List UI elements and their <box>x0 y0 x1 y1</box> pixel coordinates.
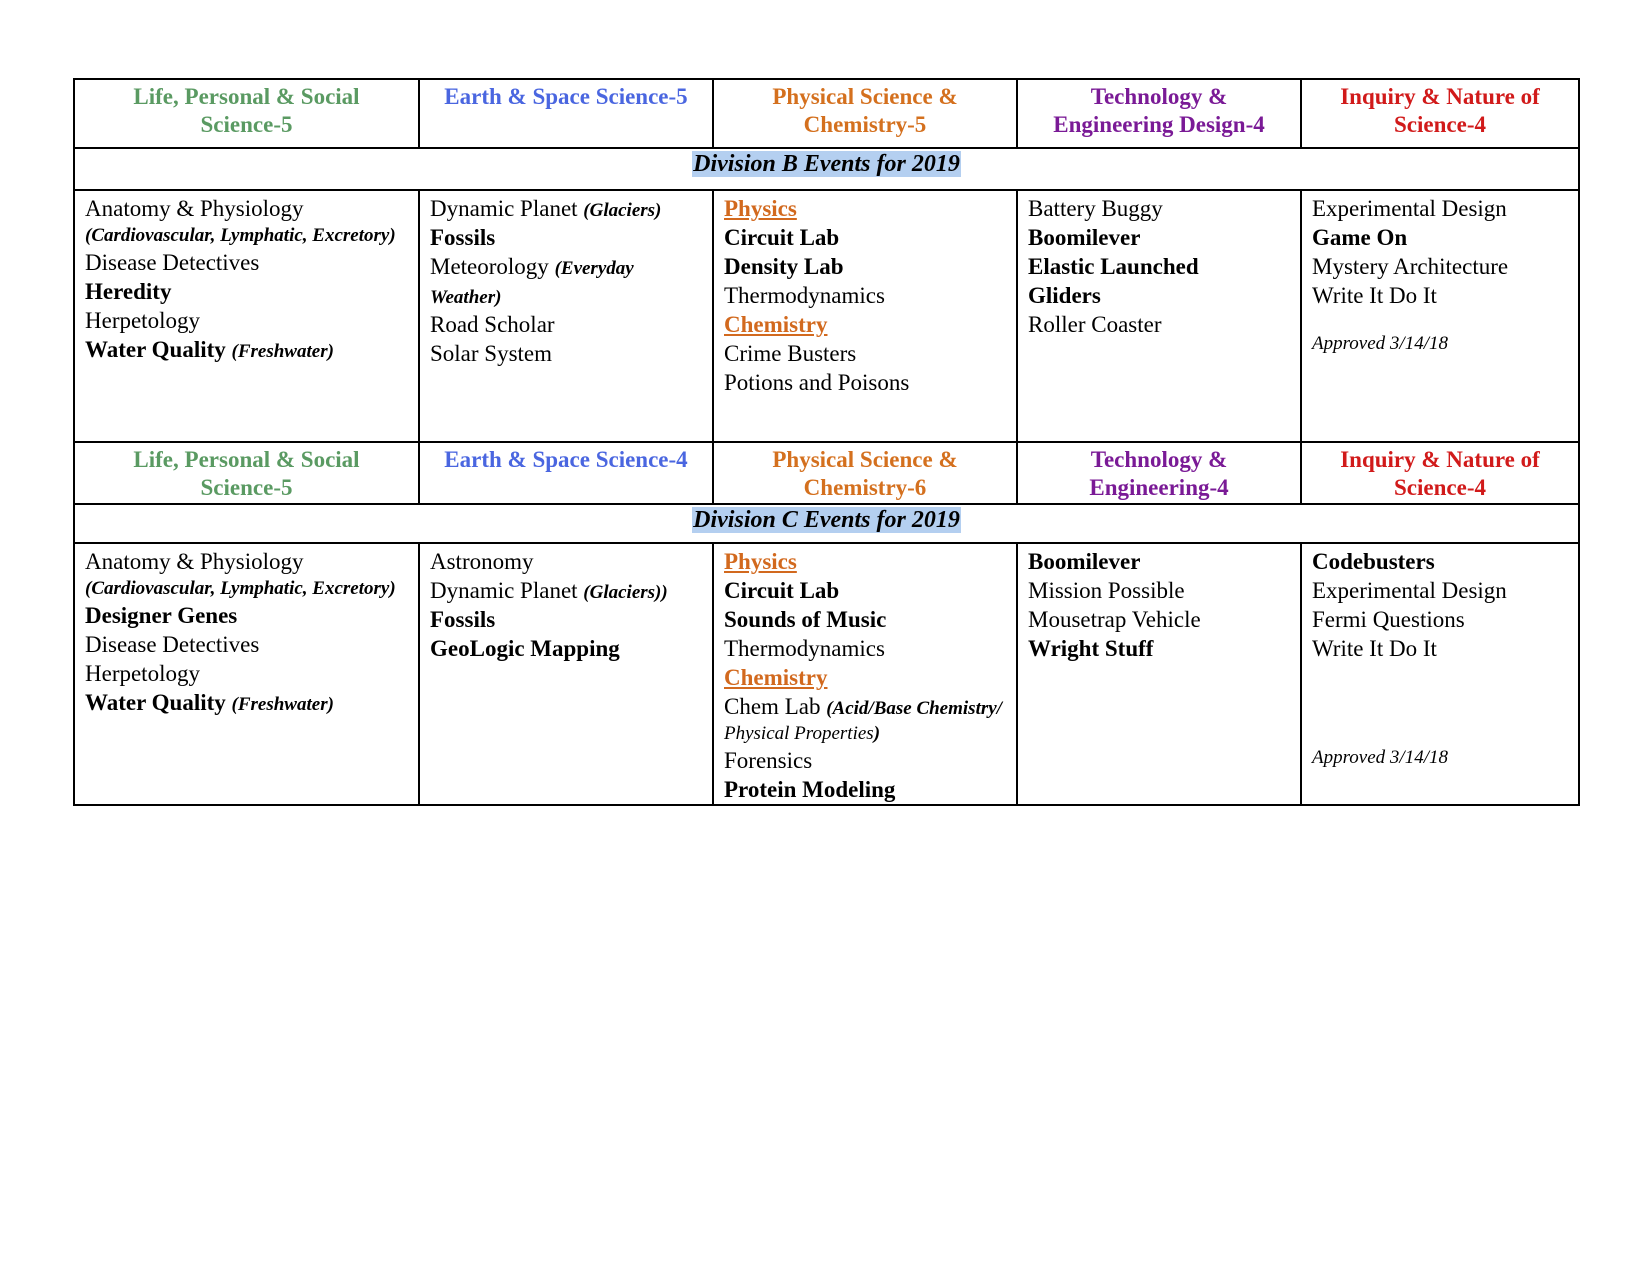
event-topic: (Freshwater) <box>231 341 334 362</box>
header-tech-c <box>1017 442 1301 504</box>
event: Disease Detectives <box>85 632 260 657</box>
event: Battery Buggy <box>1028 196 1163 221</box>
event: Thermodynamics <box>724 636 885 661</box>
event: Mystery Architecture <box>1312 254 1509 279</box>
event: Boomilever <box>1028 225 1141 250</box>
division-c-events-row <box>74 543 1579 805</box>
event: Mission Possible <box>1028 578 1185 603</box>
event: Write It Do It <box>1312 283 1437 308</box>
chemistry-heading: Chemistry <box>724 665 828 690</box>
event: Herpetology <box>85 661 200 686</box>
event: Boomilever <box>1028 549 1141 574</box>
header-life-c <box>74 442 419 504</box>
event: Water Quality <box>85 337 226 362</box>
event: Elastic Launched <box>1028 254 1199 279</box>
event: Designer Genes <box>85 603 238 628</box>
event: Fermi Questions <box>1312 607 1465 632</box>
event: Potions and Poisons <box>724 370 910 395</box>
physical-events-b <box>713 190 1017 442</box>
approval-note: Approved 3/14/18 <box>1312 333 1448 354</box>
event: Mousetrap Vehicle <box>1028 607 1201 632</box>
life-events-c <box>74 543 419 805</box>
event: Density Lab <box>724 254 844 279</box>
header-earth-c <box>419 442 713 504</box>
physics-heading: Physics <box>724 196 797 221</box>
event-topic: (Cardiovascular, Lymphatic, Excretory) <box>85 225 396 246</box>
event: Dynamic Planet <box>430 578 578 603</box>
life-events-b <box>74 190 419 442</box>
header-label: Technology & Engineering-4 <box>1089 447 1229 500</box>
event: Fossils <box>430 607 496 632</box>
tech-events-b <box>1017 190 1301 442</box>
event: Herpetology <box>85 308 200 333</box>
header-label: Inquiry & Nature of Science-4 <box>1340 447 1540 500</box>
header-label: Earth & Space Science-5 <box>444 84 688 109</box>
event: Sounds of Music <box>724 607 887 632</box>
event: Chem Lab <box>724 694 821 719</box>
event: Gliders <box>1028 283 1101 308</box>
header-physical-c <box>713 442 1017 504</box>
event: Experimental Design <box>1312 196 1507 221</box>
inquiry-events-c <box>1301 543 1579 805</box>
division-b-header-row <box>74 79 1579 148</box>
division-c-title-cell <box>74 504 1579 543</box>
event: Meteorology <box>430 254 549 279</box>
event: Road Scholar <box>430 312 555 337</box>
event: Fossils <box>430 225 496 250</box>
header-label: Life, Personal & Social Science-5 <box>133 84 360 137</box>
event: Forensics <box>724 748 813 773</box>
event: Experimental Design <box>1312 578 1507 603</box>
event-topic: (Glaciers)) <box>583 582 668 603</box>
event-topic: Physical Properties <box>724 723 874 744</box>
event-topic: (Cardiovascular, Lymphatic, Excretory) <box>85 578 396 599</box>
event: Water Quality <box>85 690 226 715</box>
earth-events-c <box>419 543 713 805</box>
header-label: Physical Science & Chemistry-5 <box>772 84 958 137</box>
header-physical-b <box>713 79 1017 148</box>
event: Wright Stuff <box>1028 636 1154 661</box>
event-topic: ) <box>873 723 881 744</box>
tech-events-c <box>1017 543 1301 805</box>
event: Heredity <box>85 279 172 304</box>
event: GeoLogic Mapping <box>430 636 620 661</box>
earth-events-b <box>419 190 713 442</box>
division-c-title-row <box>74 504 1579 543</box>
header-inquiry-c <box>1301 442 1579 504</box>
header-label: Physical Science & Chemistry-6 <box>772 447 958 500</box>
inquiry-events-b <box>1301 190 1579 442</box>
event: Solar System <box>430 341 553 366</box>
event: Astronomy <box>430 549 534 574</box>
event: Roller Coaster <box>1028 312 1162 337</box>
division-c-title: Division C Events for 2019 <box>693 507 960 533</box>
division-b-events-row <box>74 190 1579 442</box>
header-tech-b <box>1017 79 1301 148</box>
header-inquiry-b <box>1301 79 1579 148</box>
header-life-b <box>74 79 419 148</box>
event-topic: (Acid/Base Chemistry/ <box>826 698 1002 719</box>
event: Thermodynamics <box>724 283 885 308</box>
event: Circuit Lab <box>724 578 840 603</box>
header-label: Life, Personal & Social Science-5 <box>133 447 360 500</box>
division-b-title-cell <box>74 148 1579 190</box>
division-c-header-row <box>74 442 1579 504</box>
event: Disease Detectives <box>85 250 260 275</box>
event: Dynamic Planet <box>430 196 578 221</box>
physics-heading: Physics <box>724 549 797 574</box>
division-b-title-row <box>74 148 1579 190</box>
physical-events-c <box>713 543 1017 805</box>
event: Protein Modeling <box>724 777 896 802</box>
header-label: Technology & Engineering Design-4 <box>1053 84 1265 137</box>
approval-note: Approved 3/14/18 <box>1312 747 1448 768</box>
event: Circuit Lab <box>724 225 840 250</box>
event-topic: (Glaciers) <box>583 200 662 221</box>
header-label: Earth & Space Science-4 <box>444 447 688 472</box>
chemistry-heading: Chemistry <box>724 312 828 337</box>
events-table <box>73 78 1580 806</box>
event: Crime Busters <box>724 341 857 366</box>
header-earth-b <box>419 79 713 148</box>
event-topic: (Freshwater) <box>231 694 334 715</box>
event: Codebusters <box>1312 549 1435 574</box>
event: Game On <box>1312 225 1408 250</box>
event: Anatomy & Physiology <box>85 549 304 574</box>
division-b-title: Division B Events for 2019 <box>693 151 960 177</box>
event: Write It Do It <box>1312 636 1437 661</box>
event-topic: (Everyday Weather) <box>430 258 634 308</box>
header-label: Inquiry & Nature of Science-4 <box>1340 84 1540 137</box>
event: Anatomy & Physiology <box>85 196 304 221</box>
